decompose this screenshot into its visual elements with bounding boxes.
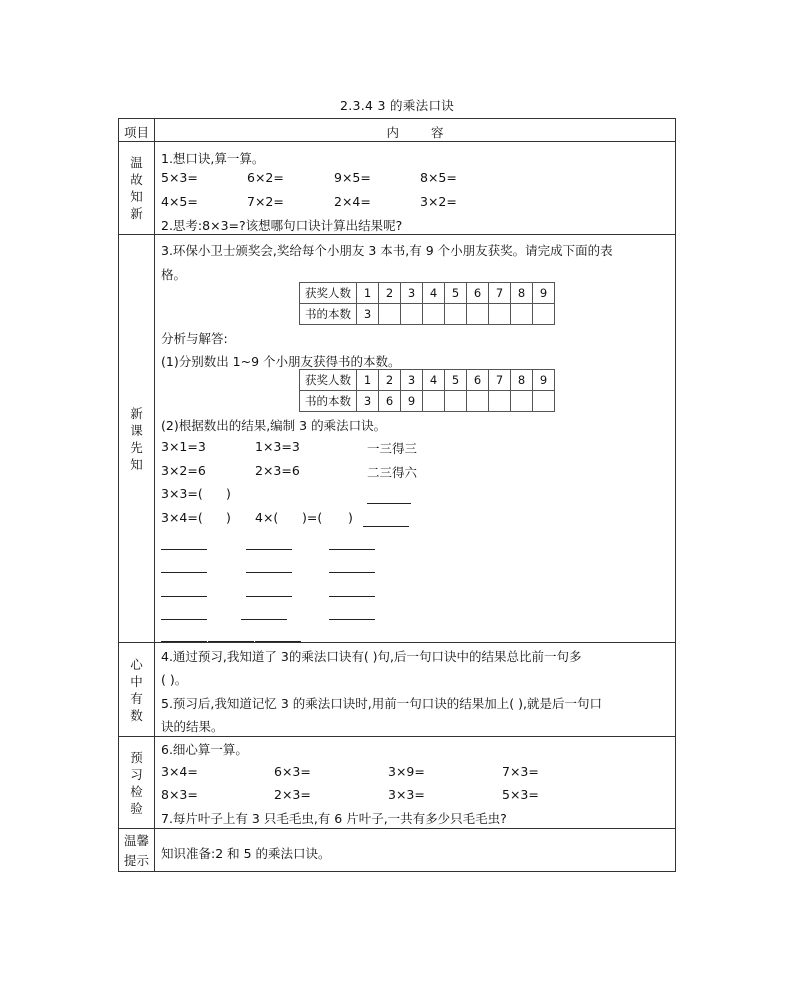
answer-line[interactable] [161, 619, 207, 620]
answer-line[interactable] [246, 596, 292, 597]
fill-paren: ) [226, 510, 231, 525]
row-divider [119, 141, 675, 142]
row-divider [119, 736, 675, 737]
answer-line[interactable] [161, 549, 207, 550]
section-label-review: 温 故 知 新 [130, 154, 143, 221]
expr: 7×3= [502, 764, 539, 779]
answer-line[interactable] [246, 549, 292, 550]
expr: 2×4= [334, 194, 371, 209]
fill-paren: ) [226, 486, 231, 501]
rhyme: 二三得六 [367, 465, 418, 480]
expr: 6×3= [274, 764, 311, 779]
question-5: 5.预习后,我知道记忆 3 的乘法口诀时,用前一句口诀的结果加上( ),就是后一句口 [161, 696, 602, 711]
analysis-heading: 分析与解答: [161, 331, 228, 346]
expr: 8×5= [420, 170, 457, 185]
answer-line[interactable] [329, 549, 375, 550]
answer-line[interactable] [363, 526, 409, 527]
answer-line[interactable] [367, 503, 411, 504]
question-1: 1.想口诀,算一算。 [161, 151, 265, 166]
section-label-new: 新 课 先 知 [130, 405, 143, 472]
page-title: 2.3.4 3 的乘法口诀 [339, 98, 455, 113]
question-7: 7.每片叶子上有 3 只毛毛虫,有 6 片叶子,一共有多少只毛毛虫? [161, 811, 507, 826]
worksheet-table [118, 118, 676, 872]
expr: 9×5= [334, 170, 371, 185]
question-3-cont: 格。 [161, 267, 187, 282]
answer-line[interactable] [161, 572, 207, 573]
header-content-column: 内 容 [386, 125, 444, 140]
question-6: 6.细心算一算。 [161, 742, 248, 757]
answer-line[interactable] [161, 596, 207, 597]
answer-line[interactable] [329, 619, 375, 620]
book-table-partial: 获奖人数 1 2 3 4 5 6 7 8 9 书的本数 3 6 9 [299, 369, 555, 412]
expr: 8×3= [161, 787, 198, 802]
expr: 4×5= [161, 194, 198, 209]
question-3: 3.环保小卫士颁奖会,奖给每个小朋友 3 本书,有 9 个小朋友获奖。请完成下面的表 [161, 243, 613, 258]
expr: 2×3= [274, 787, 311, 802]
fill-expr: )=( [302, 510, 323, 525]
row-divider [119, 828, 675, 829]
rule-row: 3×1=3 [161, 439, 206, 454]
fill-paren: ) [348, 510, 353, 525]
expr: 5×3= [502, 787, 539, 802]
answer-line[interactable] [329, 572, 375, 573]
expr: 5×3= [161, 170, 198, 185]
answer-line[interactable] [246, 572, 292, 573]
fill-expr: 3×3=( [161, 486, 203, 501]
book-table-blank: 获奖人数 1 2 3 4 5 6 7 8 9 书的本数 3 [299, 282, 555, 325]
step-1: (1)分别数出 1~9 个小朋友获得书的本数。 [161, 354, 401, 369]
rule-row: 1×3=3 [255, 439, 300, 454]
expr: 3×3= [388, 787, 425, 802]
question-4-cont: ( )。 [161, 672, 188, 687]
section-label-check: 预 习 检 验 [130, 749, 143, 816]
question-2: 2.思考:8×3=?该想哪句口诀计算出结果呢? [161, 218, 403, 233]
expr: 6×2= [247, 170, 284, 185]
rule-row: 2×3=6 [255, 463, 300, 478]
question-4: 4.通过预习,我知道了 3的乘法口诀有( )句,后一句口诀中的结果总比前一句多 [161, 649, 582, 664]
section-label-tip: 温馨 提示 [123, 832, 149, 868]
question-5-cont: 诀的结果。 [161, 719, 224, 734]
expr: 3×9= [388, 764, 425, 779]
tip-text: 知识准备:2 和 5 的乘法口诀。 [161, 846, 331, 861]
answer-line[interactable] [241, 619, 287, 620]
header-item-column: 项目 [123, 125, 149, 140]
answer-line[interactable] [329, 596, 375, 597]
fill-expr: 4×( [255, 510, 279, 525]
step-2: (2)根据数出的结果,编制 3 的乘法口诀。 [161, 418, 387, 433]
expr: 7×2= [247, 194, 284, 209]
column-divider [154, 119, 155, 871]
expr: 3×4= [161, 764, 198, 779]
section-label-mind: 心 中 有 数 [130, 656, 143, 723]
row-divider [119, 642, 675, 643]
rhyme: 一三得三 [367, 441, 418, 456]
rule-row: 3×2=6 [161, 463, 206, 478]
fill-expr: 3×4=( [161, 510, 203, 525]
row-divider [119, 234, 675, 235]
expr: 3×2= [420, 194, 457, 209]
